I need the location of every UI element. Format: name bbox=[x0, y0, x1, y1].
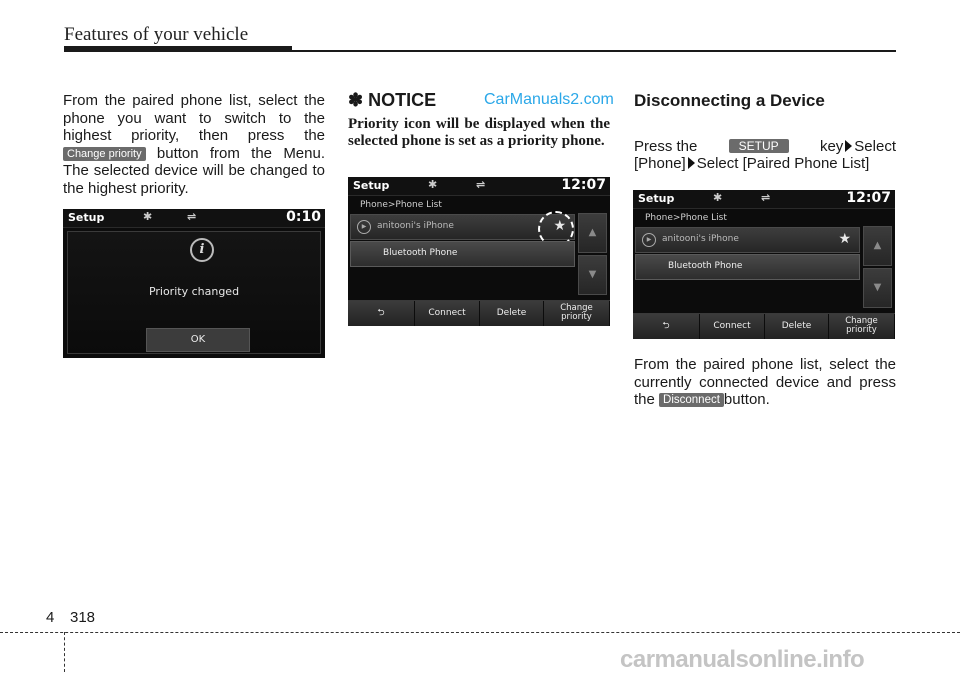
phone-list-screen-disconnect bbox=[633, 190, 895, 339]
page-number: 318 bbox=[70, 609, 96, 626]
setup-key-label: SETUP bbox=[729, 139, 789, 153]
back-button[interactable]: ⮌ bbox=[348, 301, 415, 326]
key-text: key bbox=[819, 137, 844, 155]
disconnect-column bbox=[634, 92, 896, 173]
header-rule-thick bbox=[64, 46, 292, 52]
delete-button[interactable]: Delete bbox=[765, 314, 829, 339]
ok-button[interactable]: OK bbox=[146, 328, 250, 352]
phone-1-label: anitooni's iPhone bbox=[377, 221, 454, 231]
priority-changed-screen bbox=[63, 209, 325, 358]
arrow-right-icon bbox=[688, 157, 695, 169]
bluetooth-icon: ✱ bbox=[143, 210, 153, 223]
press-the-text: Press the bbox=[634, 137, 698, 155]
screen-clock: 12:07 bbox=[561, 177, 606, 193]
carmanuals-watermark: CarManuals2.com bbox=[484, 91, 614, 108]
change-priority-button-label: Change priority bbox=[63, 147, 146, 161]
left-text-after: button from the Menu. The selected device will be changed to the highest priority. bbox=[63, 144, 326, 197]
left-text-before: From the paired phone list, select the phone you want to switch to the highest priority, then press the bbox=[63, 92, 325, 144]
star-icon: ★ bbox=[553, 218, 566, 234]
scroll-up-button[interactable]: ▲ bbox=[863, 226, 892, 266]
phone-list-screen-priority bbox=[348, 177, 610, 326]
scroll-up-button[interactable]: ▲ bbox=[578, 213, 607, 253]
menu-path-line bbox=[634, 155, 896, 173]
priority-dialog bbox=[67, 231, 321, 354]
bluetooth-icon: ✱ bbox=[428, 178, 438, 191]
bluetooth-icon: ✱ bbox=[713, 191, 723, 204]
change-priority-button[interactable] bbox=[829, 314, 895, 339]
footer-divider bbox=[0, 632, 960, 633]
change-priority-button[interactable] bbox=[544, 301, 610, 326]
breadcrumb: Phone>Phone List bbox=[360, 200, 442, 210]
change-label-line1: Change bbox=[560, 303, 593, 313]
change-label-line1: Change bbox=[845, 316, 878, 326]
connect-button[interactable]: Connect bbox=[700, 314, 765, 339]
notice-heading: ✽ NOTICE bbox=[348, 90, 437, 110]
screen-top-bar bbox=[348, 177, 610, 196]
footer-vertical-divider bbox=[64, 632, 65, 672]
section-heading: Disconnecting a Device bbox=[634, 91, 825, 110]
list-item-phone-2[interactable] bbox=[635, 254, 860, 280]
star-icon: ★ bbox=[838, 231, 851, 247]
usb-icon: ⇌ bbox=[761, 191, 771, 204]
page-header-title: Features of your vehicle bbox=[64, 24, 249, 45]
screen-clock: 12:07 bbox=[846, 190, 891, 206]
disconnect-button-label: Disconnect bbox=[659, 393, 724, 407]
screen-clock: 0:10 bbox=[286, 209, 321, 225]
left-column-text bbox=[63, 92, 325, 197]
connect-button[interactable]: Connect bbox=[415, 301, 480, 326]
scroll-down-button[interactable]: ▼ bbox=[578, 255, 607, 295]
play-icon: ▶ bbox=[642, 233, 656, 247]
screen-top-bar bbox=[63, 209, 325, 228]
phone-2-label: Bluetooth Phone bbox=[383, 248, 458, 258]
list-item-phone-1[interactable] bbox=[635, 227, 860, 253]
instruction-before: From the paired phone list, select the currently connected device and press the bbox=[634, 356, 896, 408]
screen-title: Setup bbox=[68, 211, 105, 224]
header-rule-thin bbox=[292, 50, 896, 52]
screen-bottom-bar bbox=[633, 313, 895, 339]
disconnect-instruction bbox=[634, 356, 896, 409]
usb-icon: ⇌ bbox=[476, 178, 486, 191]
menu-path-select: Select [Paired Phone List] bbox=[696, 155, 870, 172]
screen-top-bar bbox=[633, 190, 895, 209]
select-text: Select bbox=[854, 137, 896, 155]
usb-icon: ⇌ bbox=[187, 210, 197, 223]
notice-text: Priority icon will be displayed when the selected phone is set as a priority phone. bbox=[348, 115, 610, 149]
screen-title: Setup bbox=[638, 192, 675, 205]
back-button[interactable]: ⮌ bbox=[633, 314, 700, 339]
list-item-phone-2[interactable] bbox=[350, 241, 575, 267]
change-label-line2: priority bbox=[846, 325, 877, 335]
phone-1-label: anitooni's iPhone bbox=[662, 234, 739, 244]
chapter-number: 4 bbox=[46, 609, 55, 626]
press-setup-line bbox=[634, 138, 896, 156]
screen-title: Setup bbox=[353, 179, 390, 192]
play-icon: ▶ bbox=[357, 220, 371, 234]
site-watermark: carmanualsonline.info bbox=[620, 646, 865, 673]
breadcrumb: Phone>Phone List bbox=[645, 213, 727, 223]
info-icon: i bbox=[190, 238, 214, 262]
delete-button[interactable]: Delete bbox=[480, 301, 544, 326]
menu-path-phone: [Phone] bbox=[634, 155, 686, 172]
arrow-right-icon bbox=[845, 140, 852, 152]
dialog-message: Priority changed bbox=[148, 285, 240, 298]
screen-bottom-bar bbox=[348, 300, 610, 326]
instruction-after: button. bbox=[723, 391, 770, 408]
scroll-down-button[interactable]: ▼ bbox=[863, 268, 892, 308]
phone-2-label: Bluetooth Phone bbox=[668, 261, 743, 271]
change-label-line2: priority bbox=[561, 312, 592, 322]
